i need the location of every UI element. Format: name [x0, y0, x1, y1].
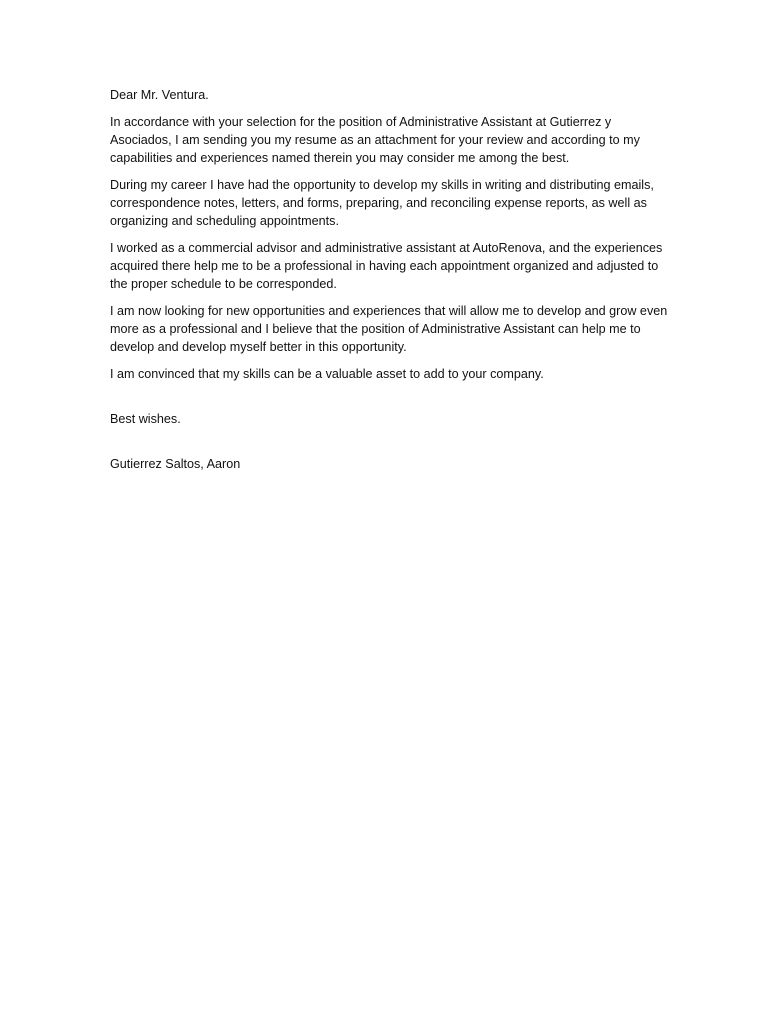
paragraph-selection: In accordance with your selection for the position of Administrative Assistant at Gutierrez y Asociados, I am sending you my resume as an attachment for your review and according to my capabilities and experiences named therein you may consider me among the best.: [110, 115, 640, 165]
closing: Best wishes.: [110, 412, 181, 426]
cover-letter: [110, 86, 670, 482]
paragraph-career: During my career I have had the opportunity to develop my skills in writing and distributing emails, correspondence notes, letters, and forms, preparing, and reconciling expense reports, as well as organizing and scheduling appointments.: [110, 178, 654, 228]
signature: Gutierrez Saltos, Aaron: [110, 457, 241, 471]
salutation: Dear Mr. Ventura.: [110, 88, 209, 102]
paragraph-experience: I worked as a commercial advisor and administrative assistant at AutoRenova, and the experiences acquired there help me to be a professional in having each appointment organized and adjusted to the proper schedule to be corresponded.: [110, 241, 663, 291]
paragraph-opportunities: I am now looking for new opportunities and experiences that will allow me to develop and grow even more as a professional and I believe that the position of Administrative Assistant can help me to develop and develop myself better in this opportunity.: [110, 304, 668, 354]
paragraph-conviction: I am convinced that my skills can be a valuable asset to add to your company.: [110, 367, 544, 381]
